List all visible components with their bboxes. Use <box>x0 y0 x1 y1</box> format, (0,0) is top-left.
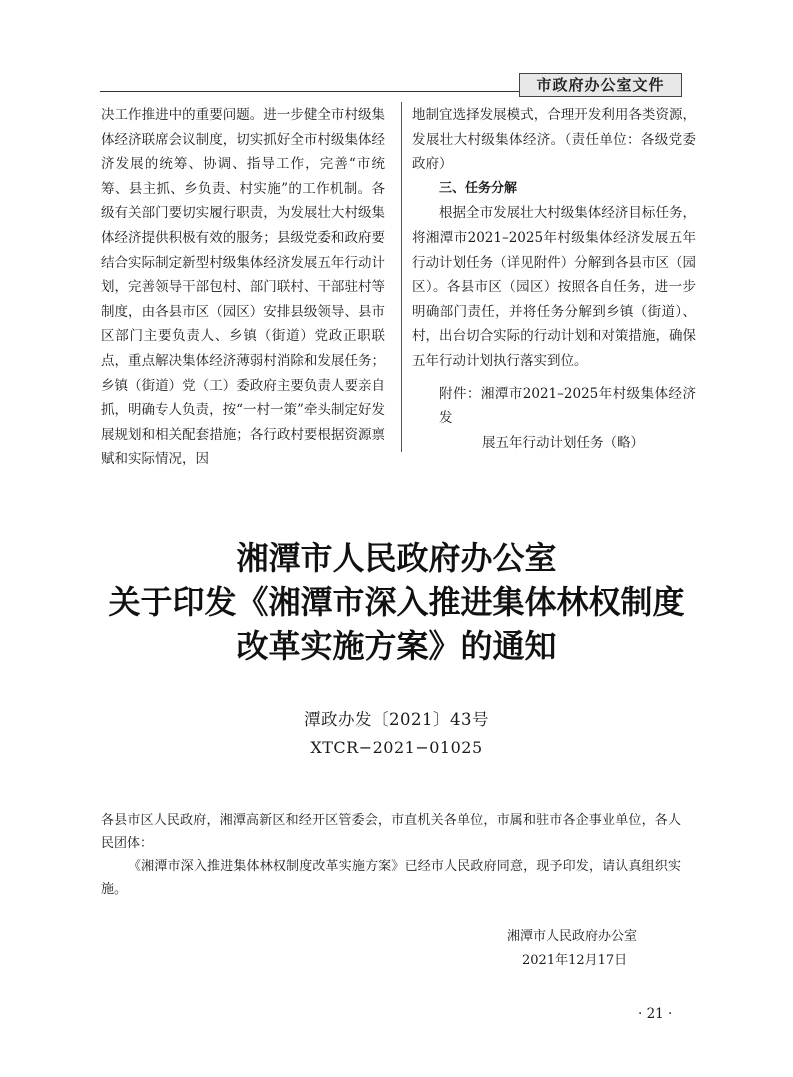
document-code: XTCR−2021−01025 <box>310 738 483 757</box>
title-line-1: 湘潭市人民政府办公室 <box>236 539 557 577</box>
title-line-3: 改革实施方案》的通知 <box>236 627 557 665</box>
document-number: 潭政办发〔2021〕43号 <box>304 710 489 729</box>
right-column-paragraph-1: 地制宜选择发展模式，合理开发利用各类资源，发展壮大村级集体经济。（责任单位：各级党委政府） <box>412 107 696 173</box>
issue-date: 2021年12月17日 <box>522 953 628 968</box>
page-number: · 21 · <box>638 1006 673 1022</box>
column-divider <box>401 102 402 452</box>
left-column-text: 决工作推进中的重要问题。进一步健全市村级集体经济联席会议制度，切实抓好全市村级集体经济发展的统筹、协调、指导工作，完善“市统筹、县主抓、乡负责、村实施”的工作机制。各级有关部门要切实履行职责，为发展壮大村级集体经济提供积极有效的服务；县级党委和政府要结合实际制定新型村级集体经济发展五年行动计划，完善领导干部包村、部门联村、干部驻村等制度，由各县市区（园区）安排县级领导、县市区部门主要负责人、乡镇（街道）党政正职联点，重点解决集体经济薄弱村消除和发展任务；乡镇（街道）党（工）委政府主要负责人要亲自抓，明确专人负责，按“一村一策”牵头制定好发展规划和相关配套措施；各行政村要根据资源禀赋和实际情况，因 <box>101 107 385 468</box>
notice-body <box>101 855 681 901</box>
title-line-2: 关于印发《湘潭市深入推进集体林权制度 <box>108 583 685 621</box>
notice-title <box>0 536 793 668</box>
right-column-paragraph-2: 根据全市发展壮大村级集体经济目标任务，将湘潭市2021–2025年村级集体经济发展五年行动计划任务（详见附件）分解到各县市区（园区）。各县市区（园区）按照各自任务，进一步明确部门责任，并将任务分解到乡镇（街道）、村，出台切合实际的行动计划和对策措施，确保五年行动计划执行落实到位。 <box>412 205 696 369</box>
addressees <box>101 809 681 855</box>
notice-body-text: 《湘潭市深入推进集体林权制度改革实施方案》已经市人民政府同意，现予印发，请认真组织实施。 <box>101 859 681 897</box>
attachment-line-2: 展五年行动计划任务（略） <box>482 434 644 451</box>
right-column <box>412 103 696 455</box>
section-heading: 三、任务分解 <box>439 180 518 196</box>
section-header-badge: 市政府办公室文件 <box>519 73 682 97</box>
addressees-text: 各县市区人民政府，湘潭高新区和经开区管委会，市直机关各单位，市属和驻市各企事业单位，各人民团体： <box>101 813 681 851</box>
issuer-signature: 湘潭市人民政府办公室 <box>507 929 638 944</box>
left-column <box>101 103 385 472</box>
attachment-line-1: 附件：湘潭市2021–2025年村级集体经济发 <box>439 385 696 427</box>
